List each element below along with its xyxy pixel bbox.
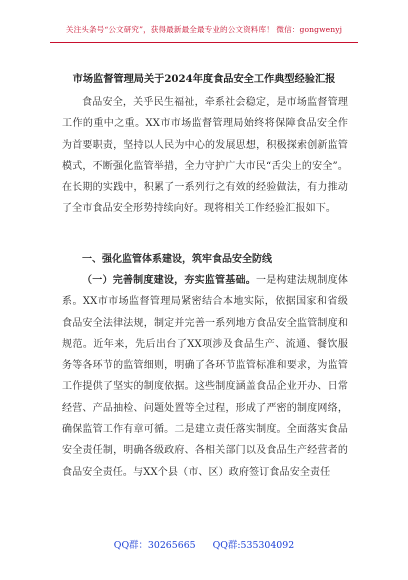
- subsection-1-paragraph: [62, 270, 348, 483]
- section-1-heading: 一、强化监管体系建设，筑牢食品安全防线: [82, 254, 272, 265]
- document-title: 市场监督管理局关于2024年度食品安全工作典型经验汇报: [72, 73, 336, 85]
- header-divider: [50, 42, 358, 43]
- subsection-1-body: 一是构建法规制度体系。XX市市场监督管理局紧密结合本地实际，依据国家和省级食品安全法律法规，制定并完善一系列地方食品安全监管制度和规范。近年来，先后出台了XX项涉及食品生产、流通、餐饮服务等各环节的监管细则，明确了各环节监管标准和要求，为监管工作提供了坚实的制度依据。这些制度涵盖食品企业开办、日常经营、产品抽检、问题处置等全过程，形成了严密的制度网络，确保监管工作有章可循。二是建立责任落实制度。全面落实食品安全责任制，明确各级政府、各相关部门以及食品生产经营者的食品安全责任。与XX个县（市、区）政府签订食品安全责任: [62, 275, 348, 478]
- qq-group-1: QQ群：30265665: [113, 540, 196, 551]
- subsection-1-lead: （一）完善制度建设，夯实监管基础。: [82, 275, 256, 286]
- footer-contact: [0, 537, 408, 551]
- intro-paragraph: 食品安全，关乎民生福祉，牵系社会稳定，是市场监督管理工作的重中之重。XX市市场监督管理局始终将保障食品安全作为首要职责，坚持以人民为中心的发展思想，积极探索创新监管模式，不断强化监管举措，全力守护广大市民“舌尖上的安全”。在长期的实践中，积累了一系列行之有效的经验做法，有力推动了全市食品安全形势持续向好。现将相关工作经验汇报如下。: [62, 97, 348, 215]
- header-banner: 关注头条号“公文研究”，获得最新最全最专业的公文资料库！ 微信：gongwenyj: [65, 25, 343, 34]
- qq-group-2: QQ群:535304092: [212, 540, 295, 551]
